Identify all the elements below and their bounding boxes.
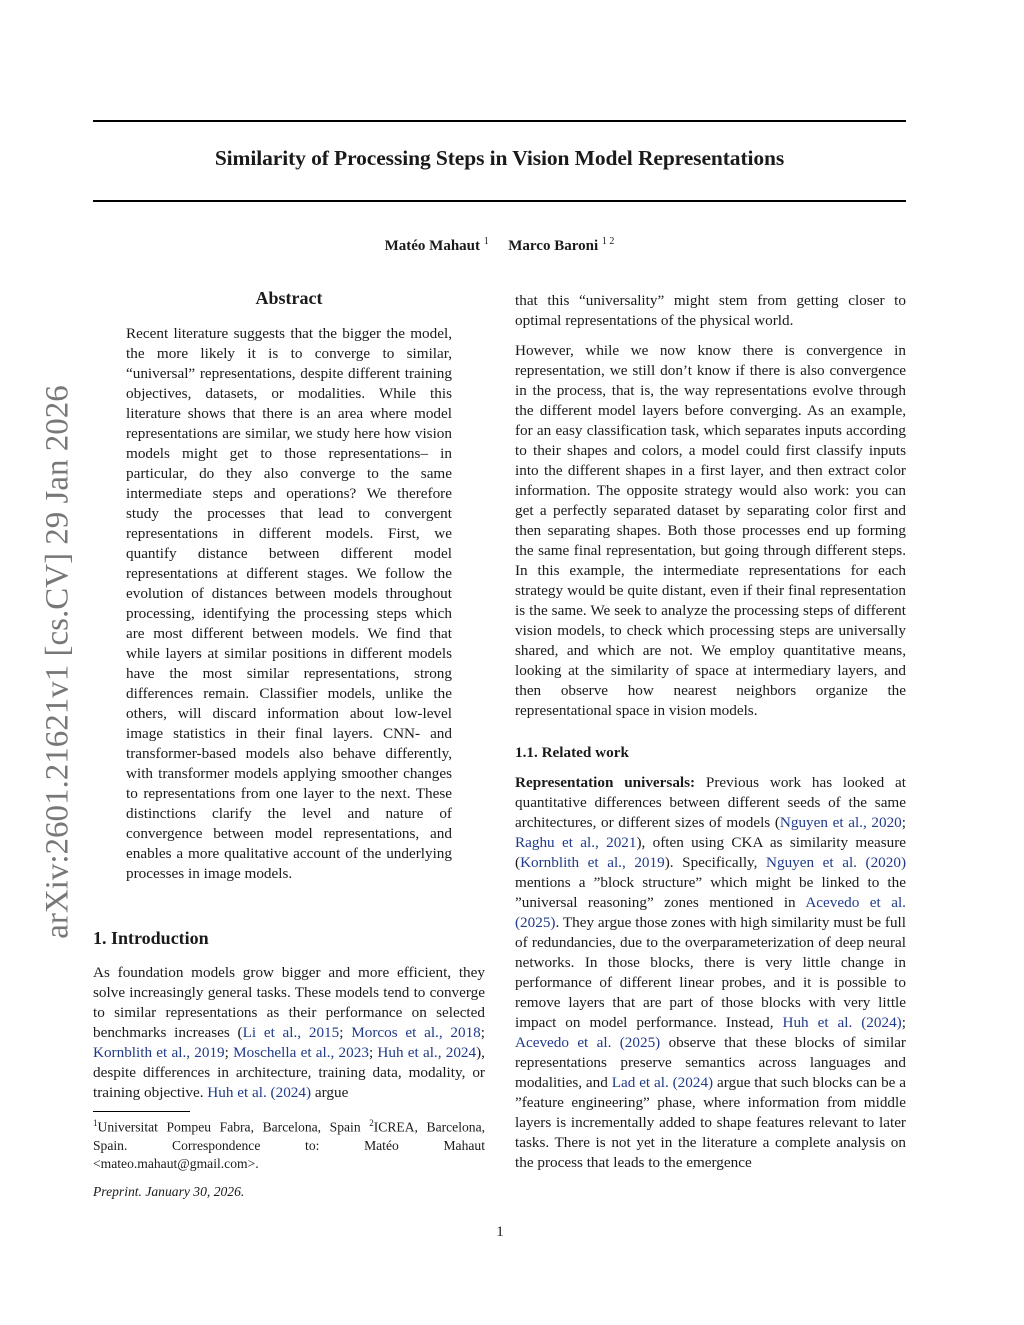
citation-link[interactable]: Kornblith et al., 2019: [93, 1044, 225, 1061]
citation-link[interactable]: Huh et al. (2024): [207, 1084, 312, 1101]
paragraph: However, while we now know there is convergence in representation, we still don’t know if there is also convergence in the process, that is, the way representations evolve through the different model layers before converging. As an example, for an easy classification task, which separates inputs according to their shapes and colors, a model could first classify inputs into the different shapes in a first layer, and then extract color information. The opposite strategy would also work: you can get a perfectly separated dataset by separating color first and then separating shapes. Both those processes end up forming the same final representation, but going through different steps. In this example, the intermediate representations for each strategy would be quite distant, even if their final representation is the same. We seek to analyze the processing steps of different vision models, to check which processing steps are universally shared, and which are not. We employ quantitative means, looking at the similarity of space at intermediary layers, and then observe how nearest neighbors organize the representational space in vision models.: [515, 342, 906, 719]
citation-link[interactable]: Lad et al. (2024): [611, 1074, 714, 1091]
title-rule-top: [93, 120, 906, 122]
citation-link[interactable]: Nguyen et al., 2020: [779, 814, 902, 831]
citation-link[interactable]: Huh et al., 2024: [377, 1044, 477, 1061]
page-number: 1: [496, 1224, 504, 1240]
introduction-text: As foundation models grow bigger and more efficient, they solve increasingly general tasks. These models tend to converge to similar representations as their performance on selected benchmarks increases (Li et al., 2015; Morcos et al., 2018; Kornblith et al., 2019; Moschella et al., 2023; Huh et al., 2024), despite differences in architecture, training data, modality, or training objective. Huh et al. (2024) argue: [93, 964, 485, 1101]
preprint-notice: Preprint. January 30, 2026.: [93, 1184, 245, 1199]
citation-link[interactable]: Raghu et al., 2021: [515, 834, 637, 851]
author-name: Marco Baroni: [508, 238, 599, 254]
introduction-heading: 1. Introduction: [93, 928, 209, 948]
author-name: Matéo Mahaut: [384, 238, 481, 254]
citation-link[interactable]: Moschella et al., 2023: [233, 1044, 369, 1061]
paper-title: Similarity of Processing Steps in Vision Model Representations: [214, 146, 785, 170]
abstract-text: Recent literature suggests that the bigger the model, the more likely it is to converge to similar, “universal” representations, despite different training objectives, datasets, or modalities. While this literature shows that there is an area where model representations are similar, we study here how vision models might get to those representations– in particular, do they also converge to the same intermediate steps and operations? We therefore study the processes that lead to convergent representations in different models. First, we quantify distance between different model representations at different stages. We follow the evolution of distances between models throughout processing, identifying the processing steps which are most different between models. We find that while layers at similar positions in different models have the most similar representations, strong differences remain. Classifier models, unlike the others, will discard information about low-level image statistics in their final layers. CNN- and transformer-based models also behave differently, with transformer models applying smoother changes to representations from one layer to the next. These distinctions clarify the level and nature of convergence between model representations, and enables a more qualitative account of the underlying processes in image models.: [126, 325, 452, 882]
citation-link[interactable]: Morcos et al., 2018: [351, 1024, 481, 1041]
title-rule-bottom: [93, 200, 906, 202]
citation-link[interactable]: Li et al., 2015: [242, 1024, 340, 1041]
right-column: [515, 291, 906, 1183]
paragraph: Representation universals: Previous work has looked at quantitative differences between different seeds of the same architectures, or different sizes of models (Nguyen et al., 2020; Raghu et al., 2021), often using CKA as similarity measure (Kornblith et al., 2019). Specifically, Nguyen et al. (2020) mentions a ”block structure” which might be linked to the ”universal reasoning” zones mentioned in Acevedo et al. (2025). They argue those zones with high similarity must be full of redundancies, due to the overparameterization of deep neural networks. In those blocks, there is very little change in performance of different linear probes, and it is possible to remove layers that are part of those blocks with very little impact on model performance. Instead, Huh et al. (2024); Acevedo et al. (2025) observe that these blocks of similar representations preserve semantics across languages and modalities, and Lad et al. (2024) argue that such blocks can be a ”feature engineering” phase, where information from middle layers is incrementally added to shape features relevant to later tasks. There is not yet in the literature a complete analysis on the process that leads to the emergence: [515, 774, 907, 1171]
paragraph: that this “universality” might stem from getting closer to optimal representations of the physical world.: [515, 292, 906, 329]
author-list: [93, 236, 906, 255]
arxiv-stamp: arXiv:2601.21621v1 [cs.CV] 29 Jan 2026: [39, 385, 76, 939]
footnote-rule: [93, 1111, 190, 1112]
related-work-heading: 1.1. Related work: [515, 744, 629, 761]
citation-link[interactable]: Acevedo et al. (2025): [515, 894, 906, 931]
citation-link[interactable]: Huh et al. (2024): [782, 1014, 902, 1031]
paragraph-lead: Representation universals:: [515, 774, 696, 791]
author-affiliation: 1: [483, 236, 489, 247]
citation-link[interactable]: Acevedo et al. (2025): [515, 1034, 661, 1051]
author-affiliation: 1 2: [601, 236, 615, 247]
citation-link[interactable]: Nguyen et al. (2020): [766, 854, 907, 871]
abstract-heading: Abstract: [255, 288, 323, 308]
footnote: $^1$Universitat Pompeu Fabra, Barcelona, Spain $^2$ICREA, Barcelona, Spain. Correspondence to: Matéo Mahaut <mateo.mahaut@gmail.com>.: [93, 1118, 486, 1171]
citation-link[interactable]: Kornblith et al., 2019: [520, 854, 665, 871]
